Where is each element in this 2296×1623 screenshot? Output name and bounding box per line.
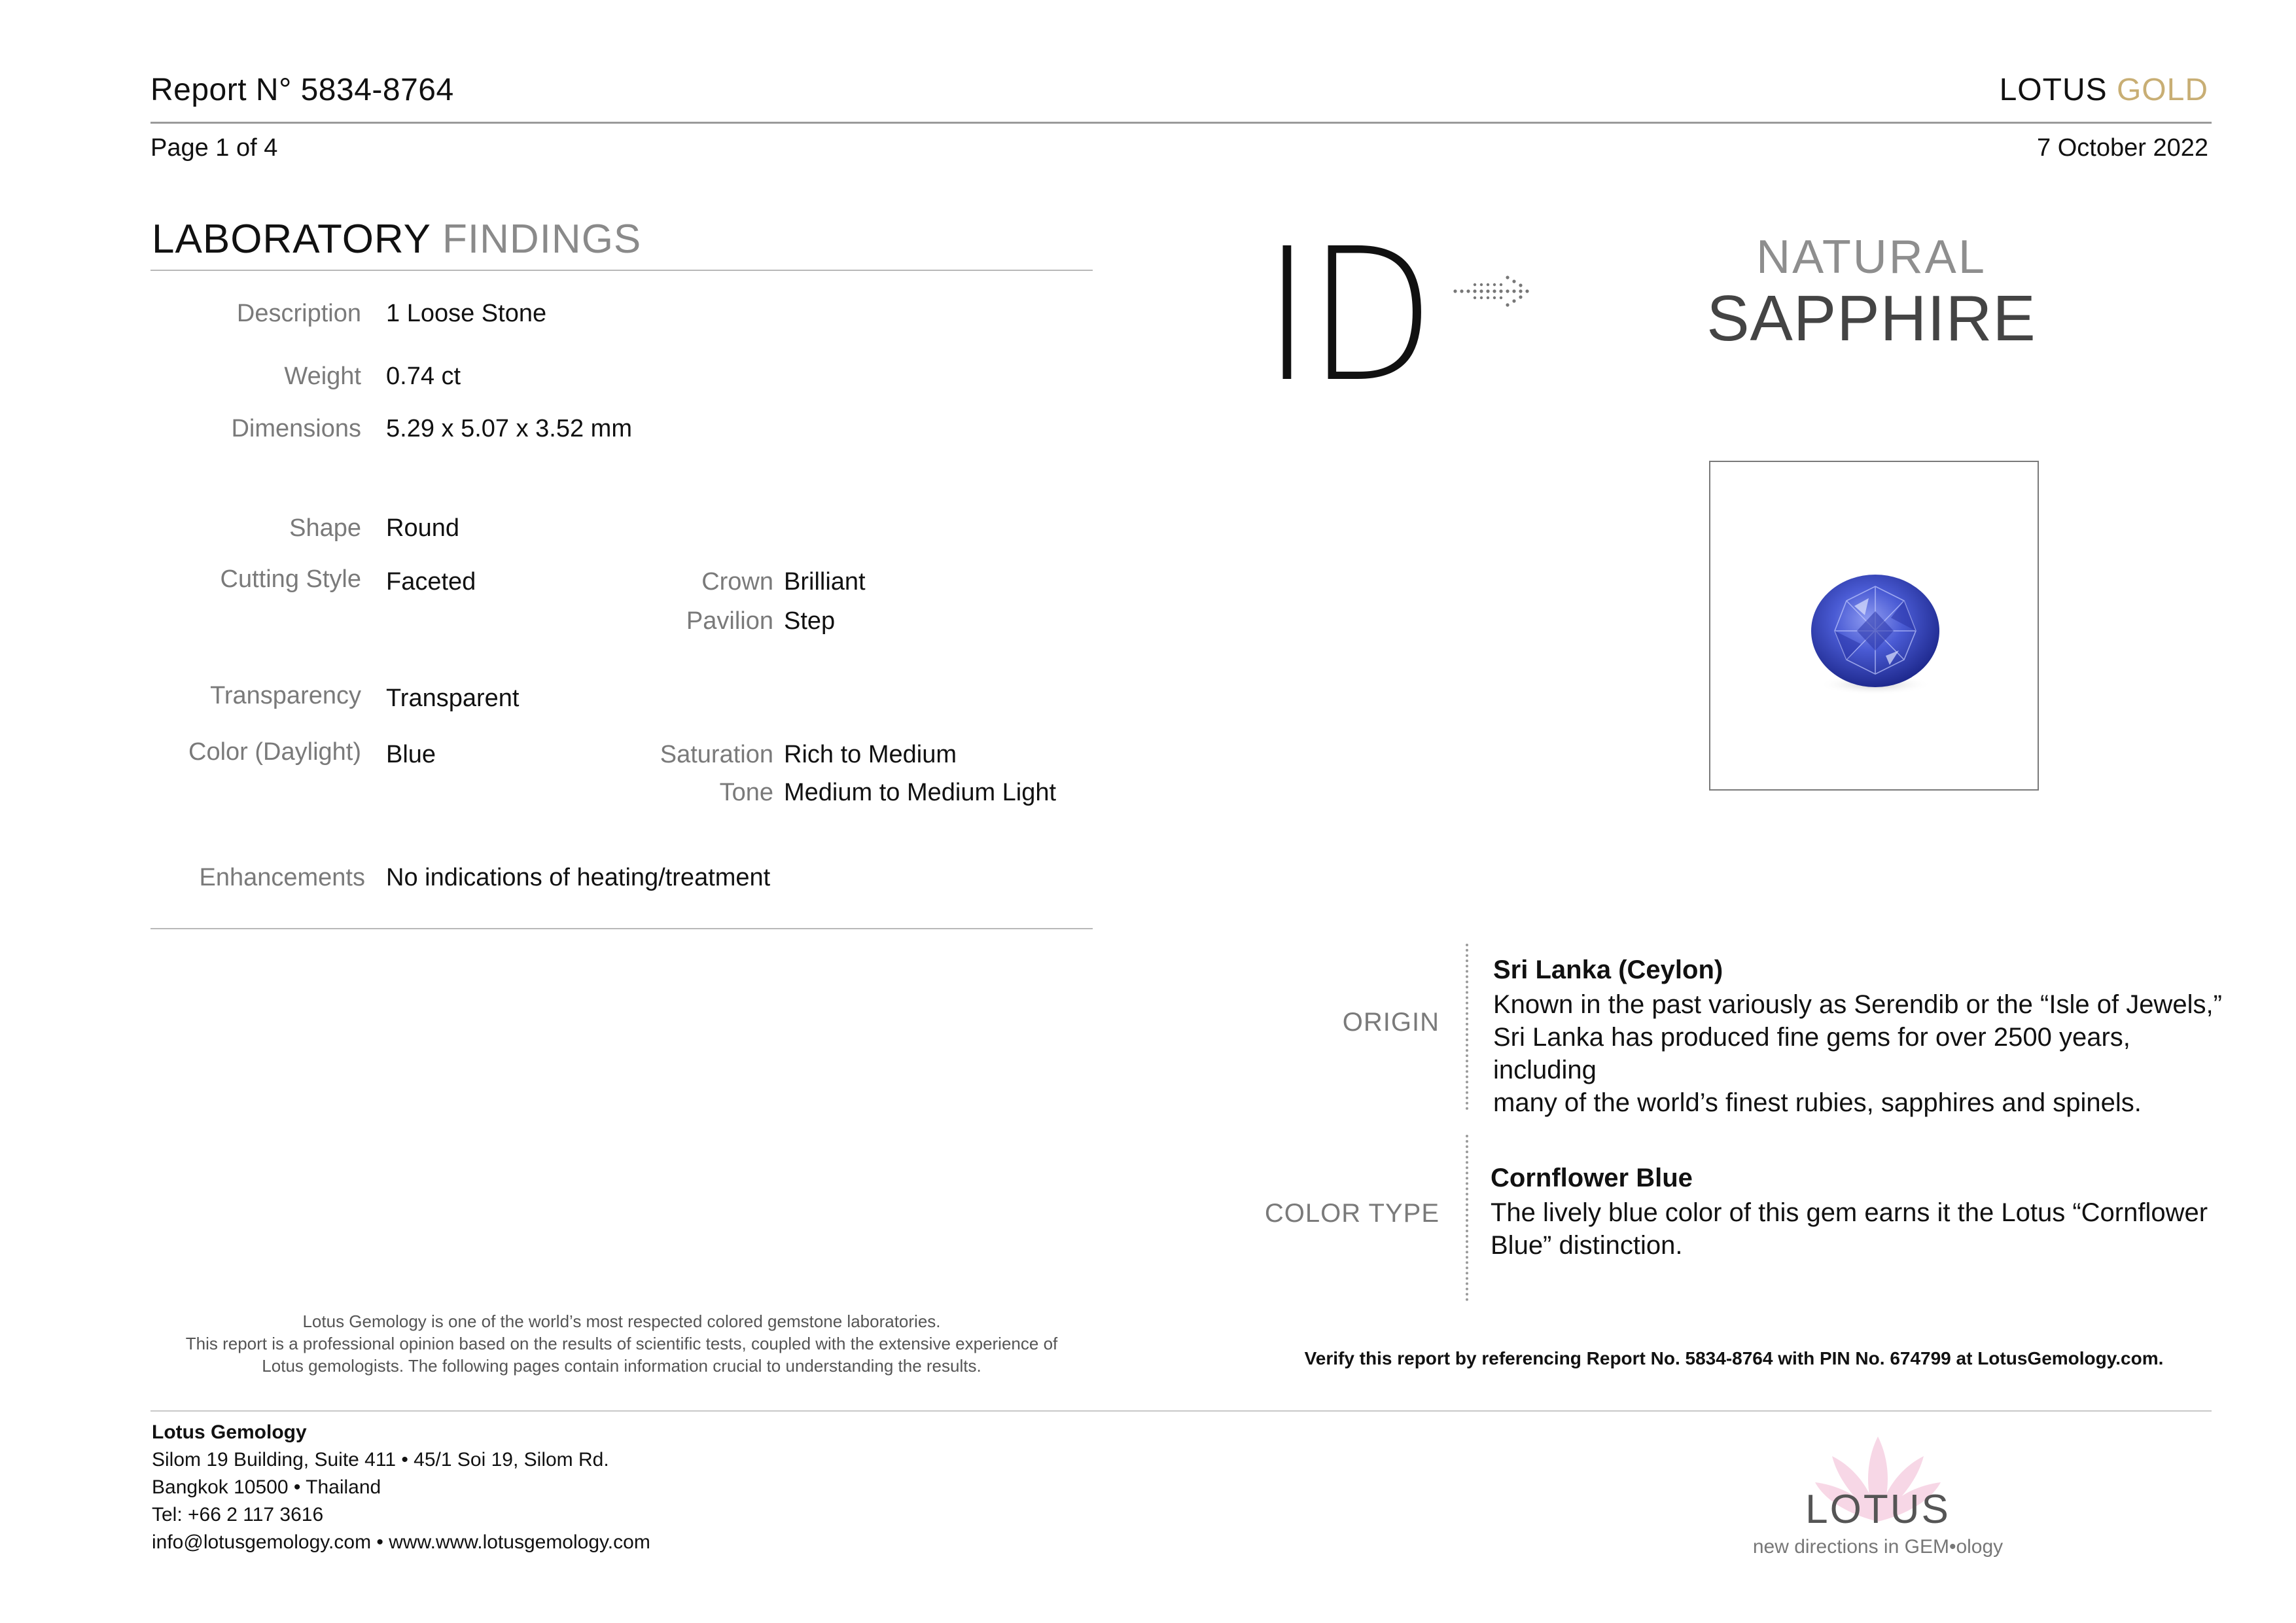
origin-dotted-divider	[1466, 944, 1468, 1110]
color-type-label: COLOR TYPE	[1264, 1199, 1439, 1228]
origin-line: Sri Lanka has produced fine gems for over 2500 years, including	[1493, 1023, 2130, 1084]
report-number: Report N° 5834-8764	[150, 73, 454, 107]
crown-label: Crown	[701, 568, 773, 596]
cutting-style-value: Faceted	[386, 568, 476, 596]
enhancements-label: Enhancements	[199, 864, 365, 891]
description-value: 1 Loose Stone	[386, 300, 547, 327]
brand-accent: GOLD	[2116, 73, 2208, 107]
color-type-dotted-divider	[1466, 1135, 1468, 1301]
dimensions-label: Dimensions	[231, 415, 361, 442]
origin-line: Known in the past variously as Serendib or the “Isle of Jewels,”	[1493, 990, 2222, 1019]
tone-value: Medium to Medium Light	[784, 779, 1057, 806]
species-sapphire: SAPPHIRE	[1706, 282, 2036, 354]
transparency-label: Transparency	[210, 682, 361, 709]
cutting-style-label: Cutting Style	[220, 565, 361, 593]
header-divider	[150, 122, 2212, 124]
origin-label: ORIGIN	[1342, 1008, 1439, 1037]
natural-label: NATURAL	[1756, 231, 1987, 283]
address-line-1: Silom 19 Building, Suite 411 • 45/1 Soi 19, Silom Rd.	[152, 1449, 609, 1471]
origin-description	[1493, 988, 2226, 1119]
weight-value: 0.74 ct	[386, 363, 461, 390]
lotus-logo	[1740, 1430, 2015, 1561]
tone-label: Tone	[719, 779, 773, 806]
saturation-label: Saturation	[660, 741, 773, 768]
enhancements-value: No indications of heating/treatment	[386, 864, 771, 891]
address-line-2: Bangkok 10500 • Thailand	[152, 1476, 381, 1498]
dimensions-value: 5.29 x 5.07 x 3.52 mm	[386, 415, 632, 442]
color-type-description	[1491, 1196, 2223, 1262]
company-name: Lotus Gemology	[152, 1421, 307, 1443]
footer-divider	[150, 1410, 2212, 1412]
section-title-bold: LABORATORY	[152, 217, 431, 262]
verify-instructions: Verify this report by referencing Report No. 5834-8764 with PIN No. 674799 at LotusGemology.com.	[1304, 1348, 2164, 1368]
shape-label: Shape	[289, 514, 361, 542]
saturation-value: Rich to Medium	[784, 741, 957, 768]
contact-links: info@lotusgemology.com • www.www.lotusgemology.com	[152, 1531, 650, 1553]
lotus-tagline: new directions in GEM•ology	[1752, 1536, 2004, 1558]
company-address	[152, 1419, 650, 1556]
section-title-laboratory-findings	[152, 216, 641, 262]
color-type-line: The lively blue color of this gem earns it the Lotus “Cornflower	[1491, 1198, 2208, 1227]
stone-photo-frame	[1709, 461, 2039, 791]
color-type-heading: Cornflower Blue	[1491, 1164, 1693, 1192]
transparency-value: Transparent	[386, 685, 520, 712]
crown-value: Brilliant	[784, 568, 866, 596]
phone-number: Tel: +66 2 117 3616	[152, 1504, 324, 1525]
disclaimer-line: This report is a professional opinion based on the results of scientific tests, coupled with the extensive experience of	[185, 1334, 1058, 1353]
color-daylight-label: Color (Daylight)	[188, 738, 361, 766]
section-title-light: FINDINGS	[442, 217, 642, 262]
description-label: Description	[236, 300, 361, 327]
color-type-line: Blue” distinction.	[1491, 1231, 1683, 1260]
disclaimer	[150, 1310, 1093, 1377]
findings-divider-bottom	[150, 928, 1093, 929]
pavilion-label: Pavilion	[686, 607, 773, 635]
disclaimer-line: Lotus gemologists. The following pages contain information crucial to understanding the results.	[262, 1356, 981, 1376]
dotted-arrow-icon	[1451, 268, 1536, 314]
disclaimer-line: Lotus Gemology is one of the world’s most respected colored gemstone laboratories.	[302, 1311, 941, 1331]
lotus-wordmark: LOTUS	[1805, 1487, 1951, 1532]
brand-lotus-gold	[2000, 72, 2208, 108]
page-indicator: Page 1 of 4	[150, 134, 278, 162]
shape-value: Round	[386, 514, 459, 542]
color-daylight-value: Blue	[386, 741, 436, 768]
weight-label: Weight	[284, 363, 361, 390]
origin-heading: Sri Lanka (Ceylon)	[1493, 955, 1723, 984]
pavilion-value: Step	[784, 607, 836, 635]
brand-primary: LOTUS	[1999, 73, 2108, 107]
findings-divider-top	[150, 270, 1093, 271]
id-mark: ID	[1263, 209, 1432, 423]
sapphire-stone-image	[1809, 572, 1942, 696]
origin-line: many of the world’s finest rubies, sapphires and spinels.	[1493, 1088, 2142, 1117]
report-date: 7 October 2022	[2037, 134, 2208, 162]
